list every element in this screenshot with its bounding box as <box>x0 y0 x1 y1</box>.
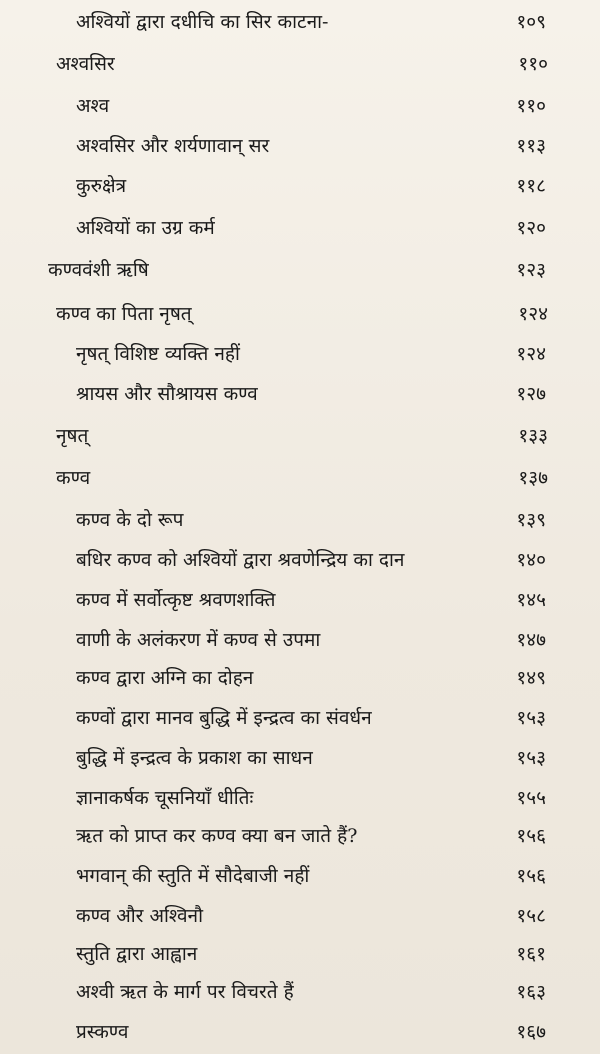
toc-entry <box>0 778 600 818</box>
toc-entry <box>0 166 600 206</box>
toc-entry-page-number: १५६ <box>516 865 546 887</box>
toc-entry-page-number: १६७ <box>516 1021 546 1043</box>
toc-entry-title: नृषत् विशिष्ट व्यक्ति नहीं <box>76 343 240 365</box>
toc-entry-title: कण्व में सर्वोत्कृष्ट श्रवणशक्ति <box>76 589 276 611</box>
toc-entry-page-number: १४९ <box>516 667 546 689</box>
toc-entry-title: नृषत् <box>56 425 89 447</box>
toc-entry-page-number: १६१ <box>516 943 546 965</box>
toc-entry-page-number: ११३ <box>516 135 546 157</box>
toc-entry <box>0 972 600 1012</box>
toc-entry-title: कण्व और अश्विनौ <box>76 905 204 927</box>
toc-entry-page-number: १३९ <box>516 509 546 531</box>
toc-entry <box>0 44 600 84</box>
toc-entry-page-number: १२४ <box>516 343 546 365</box>
toc-entry-page-number: १४७ <box>516 629 546 651</box>
toc-entry-title: कण्ववंशी ऋषि <box>48 259 149 281</box>
toc-entry <box>0 416 600 456</box>
toc-entry-page-number: १४० <box>516 549 546 571</box>
toc-entry <box>0 334 600 374</box>
toc-entry-page-number: १२४ <box>518 303 548 325</box>
toc-entry-page-number: १३७ <box>518 467 548 489</box>
toc-entry-title: बधिर कण्व को अश्वियों द्वारा श्रवणेन्द्रिय का दान <box>76 549 405 571</box>
toc-entry <box>0 500 600 540</box>
toc-entry <box>0 856 600 896</box>
toc-entry-title: प्रस्कण्व <box>76 1021 129 1043</box>
toc-entry <box>0 250 600 290</box>
toc-entry-page-number: १२० <box>516 217 546 239</box>
toc-entry <box>0 658 600 698</box>
toc-entry-title: स्तुति द्वारा आह्वान <box>76 943 198 965</box>
toc-entry <box>0 896 600 936</box>
toc-entry-page-number: १३३ <box>518 425 548 447</box>
toc-entry <box>0 620 600 660</box>
toc-entry <box>0 86 600 126</box>
toc-entry-page-number: ११० <box>518 53 548 75</box>
toc-entry-title: अश्वियों द्वारा दधीचि का सिर काटना- <box>76 11 329 33</box>
toc-entry <box>0 1012 600 1052</box>
toc-entry-title: वाणी के अलंकरण में कण्व से उपमा <box>76 629 321 651</box>
toc-entry-page-number: १५३ <box>516 707 546 729</box>
toc-entry-title: कण्व द्वारा अग्नि का दोहन <box>76 667 254 689</box>
toc-entry-title: बुद्धि में इन्द्रत्व के प्रकाश का साधन <box>76 747 313 769</box>
toc-entry <box>0 540 600 580</box>
toc-entry <box>0 934 600 974</box>
toc-entry <box>0 738 600 778</box>
toc-entry-page-number: १०९ <box>516 11 546 33</box>
toc-entry <box>0 698 600 738</box>
toc-entry-title: कण्वों द्वारा मानव बुद्धि में इन्द्रत्व का संवर्धन <box>76 707 372 729</box>
toc-entry-page-number: १५८ <box>516 905 546 927</box>
toc-entry-title: अश्वी ऋत के मार्ग पर विचरते हैं <box>76 981 294 1003</box>
toc-entry-page-number: १२३ <box>516 259 546 281</box>
toc-entry <box>0 294 600 334</box>
toc-entry <box>0 580 600 620</box>
toc-entry-page-number: १५६ <box>516 825 546 847</box>
toc-entry <box>0 208 600 248</box>
toc-entry-title: अश्व <box>76 95 110 117</box>
toc-entry <box>0 458 600 498</box>
toc-entry <box>0 126 600 166</box>
toc-entry-page-number: ११८ <box>516 175 546 197</box>
toc-entry-title: कुरुक्षेत्र <box>76 175 127 197</box>
toc-entry-page-number: ११० <box>516 95 546 117</box>
toc-entry-title: ऋत को प्राप्त कर कण्व क्या बन जाते हैं? <box>76 825 358 847</box>
toc-entry-title: कण्व <box>56 467 91 489</box>
toc-entry-title: कण्व का पिता नृषत् <box>56 303 192 325</box>
toc-entry-title: अश्वसिर और शर्यणावान् सर <box>76 135 270 157</box>
toc-entry-title: कण्व के दो रूप <box>76 509 184 531</box>
toc-entry-page-number: १६३ <box>516 981 546 1003</box>
toc-entry <box>0 374 600 414</box>
toc-entry-page-number: १२७ <box>516 383 546 405</box>
toc-entry-title: ज्ञानाकर्षक चूसनियाँ धीतिः <box>76 787 254 809</box>
toc-entry-title: श्रायस और सौश्रायस कण्व <box>76 383 258 405</box>
toc-entry-title: भगवान् की स्तुति में सौदेबाजी नहीं <box>76 865 310 887</box>
toc-entry-page-number: १५५ <box>516 787 546 809</box>
toc-entry-page-number: १५३ <box>516 747 546 769</box>
toc-entry-page-number: १४५ <box>516 589 546 611</box>
toc-entry <box>0 2 600 42</box>
toc-entry-title: अश्वसिर <box>56 53 115 75</box>
toc-entry-title: अश्वियों का उग्र कर्म <box>76 217 215 239</box>
toc-entry <box>0 816 600 856</box>
